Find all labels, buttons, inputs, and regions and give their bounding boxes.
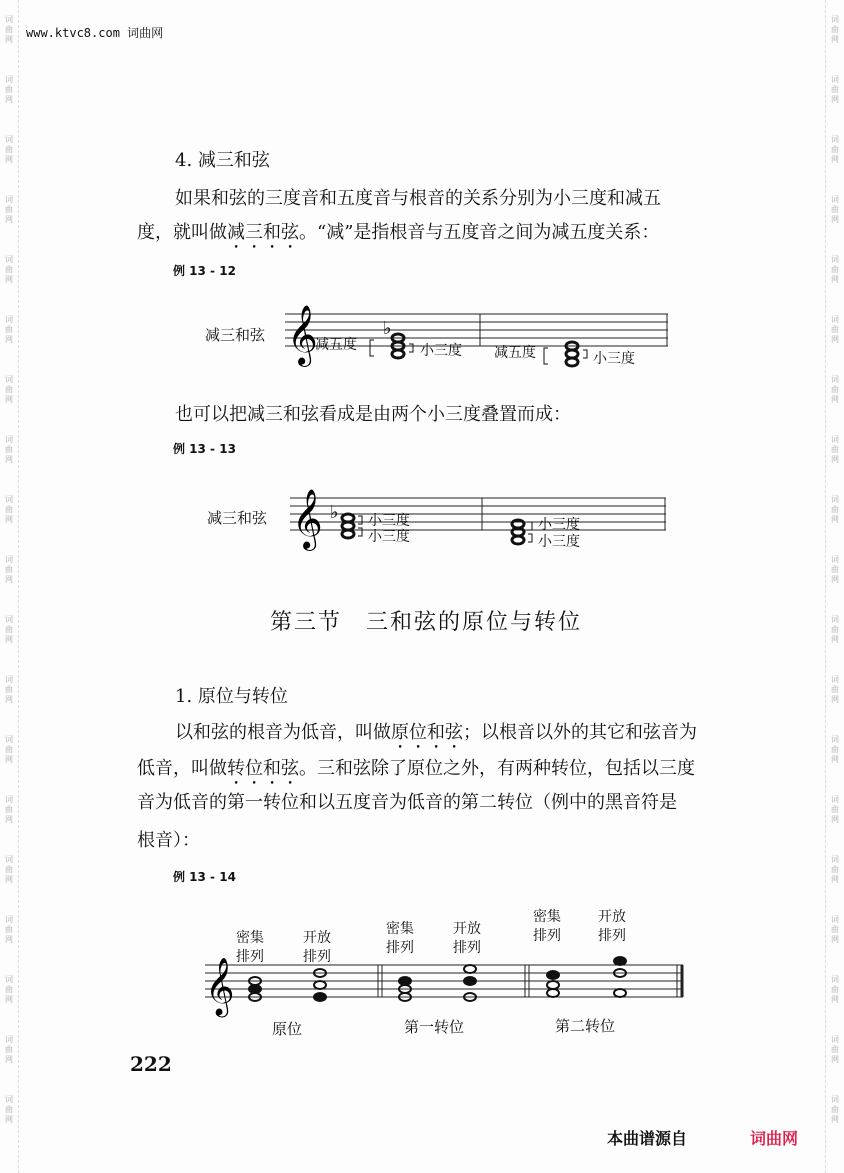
watermark-glyph: 曲 [5,25,13,34]
watermark-glyph: 曲 [5,985,13,994]
watermark-glyph: 网 [831,635,839,644]
watermark-unit [831,840,839,900]
watermark-unit [5,0,13,60]
watermark-unit [5,660,13,720]
watermark-glyph: 词 [5,435,13,444]
watermark-glyph: 曲 [831,625,839,634]
watermark-glyph: 词 [831,495,839,504]
watermark-glyph: 曲 [831,145,839,154]
footer-source: 本曲谱源自 [607,1129,688,1148]
watermark-glyph: 曲 [5,1045,13,1054]
watermark-glyph: 曲 [5,1105,13,1114]
open-position-label: 排列 [598,928,626,944]
term-emphasis: 转位和弦 [227,758,299,779]
group-label: 第一转位 [404,1018,465,1036]
right-watermark-strip [825,0,844,1173]
watermark-glyph: 网 [831,515,839,524]
section-heading: 第三节 三和弦的原位与转位 [270,610,583,635]
watermark-glyph: 曲 [5,865,13,874]
watermark-unit [5,840,13,900]
watermark-unit [831,900,839,960]
text-run: 以和弦的根音为低音，叫做 [175,722,391,743]
watermark-glyph: 词 [831,1035,839,1044]
watermark-glyph: 网 [5,95,13,104]
text-run: 度，就叫做 [137,222,227,243]
watermark-glyph: 网 [5,515,13,524]
watermark-glyph: 网 [5,635,13,644]
text-run: ；以根音以外的其它和弦音为 [463,722,697,743]
watermark-glyph: 网 [5,155,13,164]
watermark-unit [5,360,13,420]
watermark-glyph: 词 [5,795,13,804]
watermark-glyph: 曲 [831,325,839,334]
watermark-glyph: 网 [831,335,839,344]
watermark-unit [831,1080,839,1140]
watermark-glyph: 曲 [831,865,839,874]
watermark-glyph: 词 [831,135,839,144]
watermark-unit [5,600,13,660]
watermark-unit [831,360,839,420]
open-position-label: 开放 [598,909,626,925]
watermark-glyph: 曲 [831,445,839,454]
watermark-glyph: 网 [831,995,839,1004]
watermark-glyph: 曲 [5,445,13,454]
header-url: www.ktvc8.com 词曲网 [26,26,164,40]
watermark-glyph: 网 [831,1115,839,1124]
watermark-glyph: 曲 [831,1045,839,1054]
close-position-label: 密集 [533,909,561,925]
watermark-glyph: 网 [5,575,13,584]
watermark-glyph: 曲 [831,1105,839,1114]
watermark-glyph: 词 [5,315,13,324]
watermark-unit [831,60,839,120]
watermark-glyph: 网 [5,275,13,284]
watermark-glyph: 曲 [5,685,13,694]
watermark-glyph: 网 [831,815,839,824]
watermark-glyph: 词 [5,975,13,984]
watermark-glyph: 词 [831,795,839,804]
watermark-glyph: 曲 [5,505,13,514]
watermark-glyph: 词 [831,75,839,84]
watermark-glyph: 词 [5,15,13,24]
watermark-glyph: 词 [831,1095,839,1104]
watermark-glyph: 词 [831,735,839,744]
text-run: 。三和弦除了原位之外，有两种转位，包括以三度 [299,758,695,779]
watermark-glyph: 曲 [831,805,839,814]
interval-label: 小三度 [538,534,580,550]
interval-label: 小三度 [538,517,580,533]
watermark-unit [831,600,839,660]
close-position-label: 密集 [236,930,264,946]
watermark-glyph: 网 [5,755,13,764]
paragraph-line: 如果和弦的三度音和五度音与根音的关系分别为小三度和减五 [175,188,661,209]
watermark-glyph: 词 [831,855,839,864]
watermark-unit [831,240,839,300]
watermark-glyph: 曲 [831,505,839,514]
close-position-label: 密集 [386,921,414,937]
watermark-glyph: 网 [831,1055,839,1064]
watermark-glyph: 词 [5,75,13,84]
term-emphasis: 原位和弦 [391,722,463,743]
watermark-glyph: 曲 [5,145,13,154]
watermark-glyph: 词 [5,855,13,864]
watermark-glyph: 词 [831,675,839,684]
watermark-unit [831,660,839,720]
close-position-label: 排列 [386,940,414,956]
interval-label: 减五度 [315,337,357,353]
watermark-glyph: 曲 [831,745,839,754]
watermark-glyph: 曲 [5,565,13,574]
watermark-unit [5,1080,13,1140]
watermark-glyph: 词 [5,495,13,504]
watermark-unit [831,180,839,240]
watermark-glyph: 曲 [831,205,839,214]
watermark-unit [831,300,839,360]
watermark-unit [831,780,839,840]
watermark-unit [5,540,13,600]
watermark-glyph: 曲 [5,745,13,754]
group-label: 原位 [272,1020,303,1038]
open-position-label: 排列 [453,940,481,956]
watermark-glyph: 网 [5,35,13,44]
watermark-unit [831,420,839,480]
watermark-glyph: 词 [5,555,13,564]
watermark-unit [5,900,13,960]
watermark-glyph: 网 [5,995,13,1004]
watermark-unit [5,960,13,1020]
open-position-label: 开放 [303,930,331,946]
watermark-glyph: 曲 [5,925,13,934]
watermark-glyph: 曲 [831,385,839,394]
watermark-glyph: 网 [5,455,13,464]
watermark-glyph: 曲 [831,565,839,574]
interval-label: 小三度 [420,343,462,359]
watermark-glyph: 曲 [831,25,839,34]
watermark-glyph: 网 [5,695,13,704]
watermark-glyph: 词 [5,375,13,384]
watermark-glyph: 词 [5,135,13,144]
watermark-unit [831,480,839,540]
watermark-unit [5,240,13,300]
watermark-glyph: 网 [5,215,13,224]
example-label: 例 13 - 12 [173,264,236,278]
watermark-glyph: 词 [831,255,839,264]
watermark-glyph: 词 [5,255,13,264]
music-staff-13-14 [205,955,685,1019]
watermark-unit [831,1020,839,1080]
interval-label: 小三度 [368,529,410,545]
text-run: 。“减”是指根音与五度音之间为减五度关系： [299,222,660,243]
treble-clef-icon: 𝄞 [292,489,323,549]
watermark-glyph: 曲 [5,85,13,94]
section-1-title: 1. 原位与转位 [175,686,288,707]
watermark-unit [5,720,13,780]
watermark-glyph: 词 [831,435,839,444]
treble-clef-icon: 𝄞 [205,957,235,1015]
watermark-glyph: 词 [5,195,13,204]
paragraph-line [175,718,697,753]
watermark-glyph: 曲 [5,205,13,214]
watermark-glyph: 词 [831,375,839,384]
paragraph-line [137,754,695,789]
watermark-glyph: 网 [831,95,839,104]
watermark-glyph: 网 [831,875,839,884]
text-run: 低音，叫做 [137,758,227,779]
watermark-glyph: 曲 [831,985,839,994]
watermark-glyph: 曲 [831,85,839,94]
watermark-glyph: 词 [5,675,13,684]
watermark-glyph: 曲 [5,385,13,394]
watermark-glyph: 网 [831,155,839,164]
watermark-glyph: 词 [831,975,839,984]
watermark-glyph: 词 [5,1035,13,1044]
watermark-glyph: 网 [5,935,13,944]
close-position-label: 排列 [533,928,561,944]
paragraph-line: 根音）： [137,830,200,851]
chord-label: 减三和弦 [207,509,268,527]
watermark-glyph: 网 [831,935,839,944]
watermark-unit [5,300,13,360]
watermark-glyph: 词 [831,15,839,24]
open-position-label: 排列 [303,949,331,965]
paragraph-line [137,218,659,253]
watermark-unit [5,120,13,180]
watermark-glyph: 曲 [5,325,13,334]
treble-clef-icon: 𝄞 [287,305,318,365]
example-label: 例 13 - 14 [173,870,236,884]
watermark-unit [5,780,13,840]
flat-icon: ♭ [330,502,339,523]
music-staff-13-13 [290,484,670,552]
watermark-glyph: 网 [5,1115,13,1124]
watermark-glyph: 网 [5,395,13,404]
watermark-glyph: 词 [831,315,839,324]
watermark-glyph: 词 [5,915,13,924]
interval-label: 小三度 [368,513,410,529]
watermark-glyph: 网 [831,695,839,704]
example-label: 例 13 - 13 [173,442,236,456]
watermark-unit [831,120,839,180]
left-watermark-strip [0,0,19,1173]
watermark-unit [831,0,839,60]
watermark-glyph: 网 [831,395,839,404]
watermark-glyph: 网 [5,1055,13,1064]
watermark-glyph: 词 [5,735,13,744]
watermark-glyph: 曲 [831,925,839,934]
watermark-unit [5,180,13,240]
watermark-glyph: 网 [831,455,839,464]
watermark-unit [831,720,839,780]
watermark-glyph: 网 [831,755,839,764]
flat-icon: ♭ [383,318,392,339]
interval-label: 减五度 [494,345,536,361]
interval-label: 小三度 [593,351,635,367]
watermark-glyph: 曲 [5,805,13,814]
watermark-glyph: 词 [5,1095,13,1104]
watermark-unit [5,1020,13,1080]
watermark-glyph: 词 [831,915,839,924]
paragraph-line: 也可以把减三和弦看成是由两个小三度叠置而成： [175,404,571,425]
watermark-glyph: 网 [5,875,13,884]
watermark-glyph: 网 [831,275,839,284]
watermark-unit [5,480,13,540]
group-label: 第二转位 [555,1017,616,1035]
watermark-glyph: 网 [5,335,13,344]
chord-label: 减三和弦 [205,326,266,344]
watermark-unit [5,420,13,480]
watermark-unit [831,540,839,600]
watermark-glyph: 曲 [831,685,839,694]
watermark-unit [5,60,13,120]
watermark-glyph: 词 [831,555,839,564]
watermark-glyph: 网 [831,215,839,224]
open-position-label: 开放 [453,921,481,937]
watermark-glyph: 网 [831,575,839,584]
watermark-unit [831,960,839,1020]
watermark-glyph: 词 [831,195,839,204]
watermark-glyph: 曲 [5,625,13,634]
watermark-glyph: 网 [831,35,839,44]
watermark-glyph: 网 [5,815,13,824]
section-4-title: 4. 减三和弦 [175,150,270,171]
watermark-glyph: 词 [5,615,13,624]
paragraph-line: 音为低音的第一转位和以五度音为低音的第二转位（例中的黑音符是 [137,792,677,813]
watermark-glyph: 词 [831,615,839,624]
watermark-glyph: 曲 [5,265,13,274]
page-number: 222 [130,1052,172,1076]
close-position-label: 排列 [236,949,264,965]
watermark-glyph: 曲 [831,265,839,274]
footer-brand-link[interactable]: 词曲网 [750,1129,799,1148]
term-emphasis: 减三和弦 [227,222,299,243]
